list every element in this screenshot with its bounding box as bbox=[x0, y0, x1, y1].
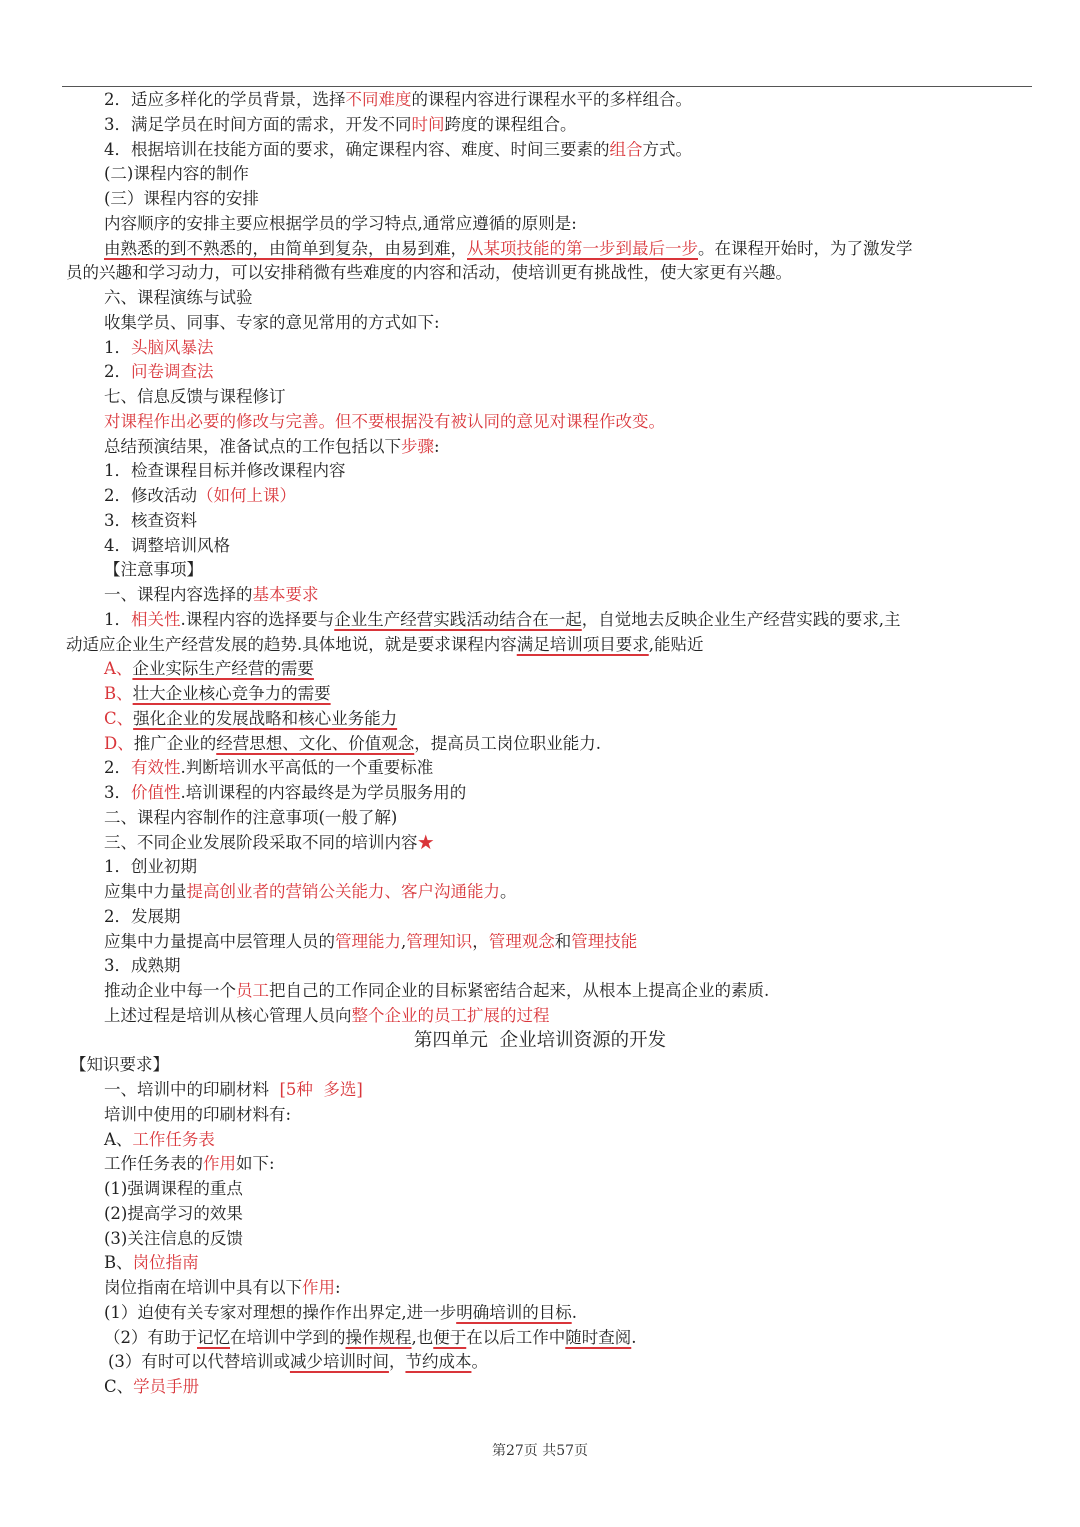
text-run: 动适应企业生产经营发展的趋势.具体地说，就是要求课程内容 bbox=[66, 634, 517, 654]
section-heading bbox=[0, 1029, 1080, 1053]
text-run: 【注意事项】 bbox=[104, 560, 203, 580]
text-run: 。 bbox=[471, 1352, 488, 1372]
text-run: 七、信息反馈与课程修订 bbox=[104, 387, 286, 406]
text-run: 企业生产经营实践活动结合在一起 bbox=[334, 609, 582, 629]
text-line bbox=[104, 311, 440, 335]
text-run: 应集中力量 bbox=[104, 882, 187, 901]
text-line bbox=[104, 756, 433, 780]
text-line bbox=[104, 682, 331, 706]
text-run: 1． bbox=[104, 609, 131, 629]
text-run: 方式。 bbox=[642, 139, 692, 159]
text-run: 3．成熟期 bbox=[104, 956, 181, 976]
text-line bbox=[104, 979, 769, 1003]
text-run: 培训中使用的印刷材料有: bbox=[104, 1104, 292, 1124]
text-line bbox=[104, 1152, 275, 1176]
text-run: .培训课程的内容最终是为学员服务用的 bbox=[180, 783, 467, 802]
text-line bbox=[104, 509, 197, 533]
text-run: 员的兴趣和学习动力，可以安排稍微有些难度的内容和活动，使培训更有挑战性，使大家更有兴趣。 bbox=[66, 263, 792, 283]
text-run: .课程内容的选择要与 bbox=[180, 609, 335, 629]
text-line bbox=[104, 880, 517, 904]
text-run: 便于 bbox=[433, 1327, 467, 1347]
text-run: 如下: bbox=[236, 1154, 275, 1174]
text-run: 明确培训的目标 bbox=[456, 1302, 572, 1322]
text-run: C、 bbox=[104, 1377, 134, 1396]
text-run: , bbox=[401, 931, 407, 951]
text-run: ,能贴近 bbox=[648, 634, 704, 654]
text-run: 头脑风暴法 bbox=[131, 337, 214, 357]
text-run: 收集学员、同事、专家的意见常用的方式如下: bbox=[104, 312, 440, 332]
text-run: D、 bbox=[104, 733, 134, 753]
text-run: 管理能力 bbox=[335, 931, 401, 951]
text-line bbox=[104, 707, 397, 731]
text-line bbox=[104, 806, 397, 830]
text-line bbox=[104, 1326, 637, 1350]
text-run: 跨度的课程组合。 bbox=[444, 114, 577, 134]
text-run: 上述过程是培训从核心管理人员向 bbox=[104, 1005, 352, 1025]
text-run: [5种 多选] bbox=[279, 1080, 363, 1099]
text-line bbox=[104, 608, 901, 632]
text-line bbox=[104, 459, 346, 483]
text-line bbox=[104, 1004, 550, 1028]
text-line bbox=[104, 1276, 341, 1300]
text-line bbox=[104, 162, 249, 186]
text-run: 操作规程 bbox=[345, 1327, 412, 1347]
text-run: 一、课程内容选择的 bbox=[104, 585, 253, 604]
text-line bbox=[104, 1301, 577, 1325]
text-run: 3． bbox=[104, 783, 131, 802]
page-footer: 第27页 共57页 bbox=[491, 1443, 589, 1459]
text-run: 企业实际生产经营的需要 bbox=[132, 659, 314, 679]
text-line bbox=[104, 558, 203, 582]
text-run: 。在课程开始时，为了激发学 bbox=[698, 238, 913, 258]
text-run: 总结预演结果，准备试点的工作包括以下 bbox=[104, 436, 401, 456]
text-run: 2． bbox=[104, 362, 131, 382]
text-run: 管理知识 bbox=[406, 931, 473, 951]
text-line bbox=[70, 1053, 169, 1077]
text-line bbox=[104, 410, 665, 434]
text-run: 2．适应多样化的学员背景，选择 bbox=[104, 90, 346, 109]
text-run: : bbox=[335, 1278, 341, 1297]
text-run: 2．修改活动 bbox=[104, 486, 197, 505]
text-run: 对课程作出必要的修改与完善。但不要根据没有被认同的意见对课程作改变。 bbox=[104, 411, 665, 431]
text-run: ，自觉地去反映企业生产经营实践的要求,主 bbox=[581, 609, 901, 629]
text-run: 价值性 bbox=[131, 783, 181, 802]
text-run: (2)提高学习的效果 bbox=[104, 1203, 243, 1223]
text-line bbox=[104, 1227, 243, 1251]
text-run: 管理观念 bbox=[488, 931, 555, 951]
text-run: 强化企业的发展战略和核心业务能力 bbox=[133, 708, 398, 728]
text-run: 整个企业的员工扩展的过程 bbox=[351, 1005, 550, 1025]
text-run: 有效性 bbox=[131, 758, 181, 778]
text-run: 经营思想、文化、价值观念 bbox=[216, 733, 415, 753]
text-run: .判断培训水平高低的一个重要标准 bbox=[180, 758, 434, 778]
text-run: 工作任务表 bbox=[132, 1129, 215, 1149]
text-run: 基本要求 bbox=[252, 585, 319, 604]
text-line bbox=[66, 261, 792, 285]
text-run: (3)关注信息的反馈 bbox=[104, 1228, 243, 1248]
text-line bbox=[104, 435, 440, 459]
text-run: 提高创业者的营销公关能力、客户沟通能力 bbox=[186, 882, 500, 901]
text-run: 4．调整培训风格 bbox=[104, 535, 230, 555]
text-line bbox=[104, 1128, 215, 1152]
text-run: 4．根据培训在技能方面的要求，确定课程内容、难度、时间三要素的 bbox=[104, 139, 610, 159]
text-run: A、 bbox=[104, 1129, 133, 1149]
text-run: 1．检查课程目标并修改课程内容 bbox=[104, 461, 346, 481]
text-line bbox=[108, 1350, 488, 1374]
text-line bbox=[104, 657, 314, 681]
text-run: . bbox=[631, 1327, 637, 1347]
text-line bbox=[104, 138, 692, 162]
text-line bbox=[104, 385, 286, 409]
text-run: （如何上课） bbox=[197, 486, 296, 505]
star-icon: ★ bbox=[417, 832, 434, 852]
text-line bbox=[104, 930, 637, 954]
text-run: 作用 bbox=[203, 1154, 236, 1174]
text-run: 员工 bbox=[236, 981, 269, 1000]
header-rule bbox=[62, 86, 1032, 87]
text-run: 壮大企业核心竞争力的需要 bbox=[132, 684, 331, 703]
text-run: ,也 bbox=[411, 1327, 434, 1347]
text-run: 2． bbox=[104, 758, 131, 778]
text-line bbox=[104, 954, 181, 978]
text-run: 【知识要求】 bbox=[70, 1055, 169, 1075]
text-line bbox=[104, 360, 214, 384]
text-run: 把自己的工作同企业的目标紧密结合起来，从根本上提高企业的素质. bbox=[269, 981, 770, 1000]
text-run: (二)课程内容的制作 bbox=[104, 164, 249, 184]
text-run: ， bbox=[450, 238, 467, 258]
text-run: . bbox=[571, 1302, 577, 1322]
text-run: 和 bbox=[554, 931, 572, 951]
text-line bbox=[104, 212, 577, 236]
text-run: 2．发展期 bbox=[104, 906, 181, 926]
text-run: 作用 bbox=[302, 1278, 335, 1297]
text-line bbox=[104, 1177, 243, 1201]
text-line bbox=[104, 534, 230, 558]
text-run: 岗位指南在培训中具有以下 bbox=[104, 1278, 302, 1297]
text-run: 随时查阅 bbox=[565, 1327, 632, 1347]
text-run: 六、课程演练与试验 bbox=[104, 288, 253, 307]
text-run: 不同难度 bbox=[345, 90, 412, 109]
text-run: 1．创业初期 bbox=[104, 857, 197, 877]
text-line bbox=[104, 484, 296, 508]
text-line bbox=[104, 187, 259, 211]
text-run: B、 bbox=[104, 684, 133, 703]
text-run: 内容顺序的安排主要应根据学员的学习特点,通常应遵循的原则是: bbox=[104, 213, 577, 233]
text-run: 问卷调查法 bbox=[131, 362, 214, 382]
text-run: : bbox=[434, 436, 440, 456]
text-run: 3．满足学员在时间方面的需求，开发不同 bbox=[104, 114, 412, 134]
text-line bbox=[104, 1375, 199, 1399]
text-run: 工作任务表的 bbox=[104, 1154, 203, 1174]
text-run: 管理技能 bbox=[571, 931, 638, 951]
text-line bbox=[104, 88, 692, 112]
text-line bbox=[104, 905, 181, 929]
text-run: 二、课程内容制作的注意事项(一般了解) bbox=[104, 807, 398, 827]
text-run: 相关性 bbox=[131, 609, 181, 629]
text-run: 减少培训时间 bbox=[289, 1352, 389, 1372]
text-run: 时间 bbox=[411, 114, 445, 134]
text-run: （2）有助于 bbox=[104, 1327, 197, 1347]
text-run: 三、不同企业发展阶段采取不同的培训内容 bbox=[104, 832, 418, 852]
text-line bbox=[104, 855, 197, 879]
text-run: 1． bbox=[104, 337, 131, 357]
text-run: 第四单元 企业培训资源的开发 bbox=[413, 1029, 667, 1051]
text-line bbox=[104, 1078, 363, 1102]
text-run: 节约成本 bbox=[405, 1352, 472, 1372]
text-line bbox=[104, 831, 434, 855]
text-line bbox=[104, 732, 601, 756]
text-line bbox=[104, 1202, 243, 1226]
text-line bbox=[104, 1103, 291, 1127]
text-run: (3）有时可以代替培训或 bbox=[108, 1352, 290, 1372]
text-run: 在培训中学到的 bbox=[230, 1327, 346, 1347]
text-run: A、 bbox=[104, 659, 133, 679]
text-run: 推动企业中每一个 bbox=[104, 981, 236, 1000]
text-line bbox=[104, 336, 214, 360]
text-run: 的课程内容进行课程水平的多样组合。 bbox=[411, 90, 692, 109]
text-line bbox=[104, 286, 253, 310]
text-run: ， bbox=[388, 1352, 406, 1372]
text-run: 学员手册 bbox=[133, 1377, 200, 1396]
text-run: (1)强调课程的重点 bbox=[104, 1179, 243, 1198]
text-run: 步骤 bbox=[401, 436, 434, 456]
text-run: 在以后工作中 bbox=[466, 1327, 566, 1347]
text-run: 由熟悉的到不熟悉的，由简单到复杂，由易到难 bbox=[104, 238, 451, 258]
text-run: 组合 bbox=[609, 139, 643, 159]
text-run: 从某项技能的第一步到最后一步 bbox=[467, 238, 698, 258]
text-line bbox=[104, 583, 319, 607]
text-run: C、 bbox=[104, 708, 134, 728]
text-run: (1）迫使有关专家对理想的操作作出界定,进一步 bbox=[104, 1302, 457, 1322]
text-line bbox=[104, 237, 913, 261]
text-run: 应集中力量提高中层管理人员的 bbox=[104, 931, 335, 951]
text-run: ，提高员工岗位职业能力. bbox=[414, 733, 601, 753]
text-run: 记忆 bbox=[197, 1327, 230, 1347]
text-line bbox=[104, 1251, 199, 1275]
text-line bbox=[104, 781, 466, 805]
text-run: 推广企业的 bbox=[133, 733, 217, 753]
text-run: 3．核查资料 bbox=[104, 510, 197, 530]
text-run: 。 bbox=[500, 882, 517, 901]
text-line bbox=[104, 113, 577, 137]
text-run: 满足培训项目要求 bbox=[516, 634, 649, 654]
text-run: ， bbox=[472, 931, 489, 951]
text-run: 岗位指南 bbox=[132, 1253, 199, 1273]
text-run: 一、培训中的印刷材料 bbox=[104, 1080, 280, 1099]
text-run: B、 bbox=[104, 1253, 133, 1273]
text-run: (三）课程内容的安排 bbox=[104, 189, 259, 208]
text-line bbox=[66, 633, 704, 657]
